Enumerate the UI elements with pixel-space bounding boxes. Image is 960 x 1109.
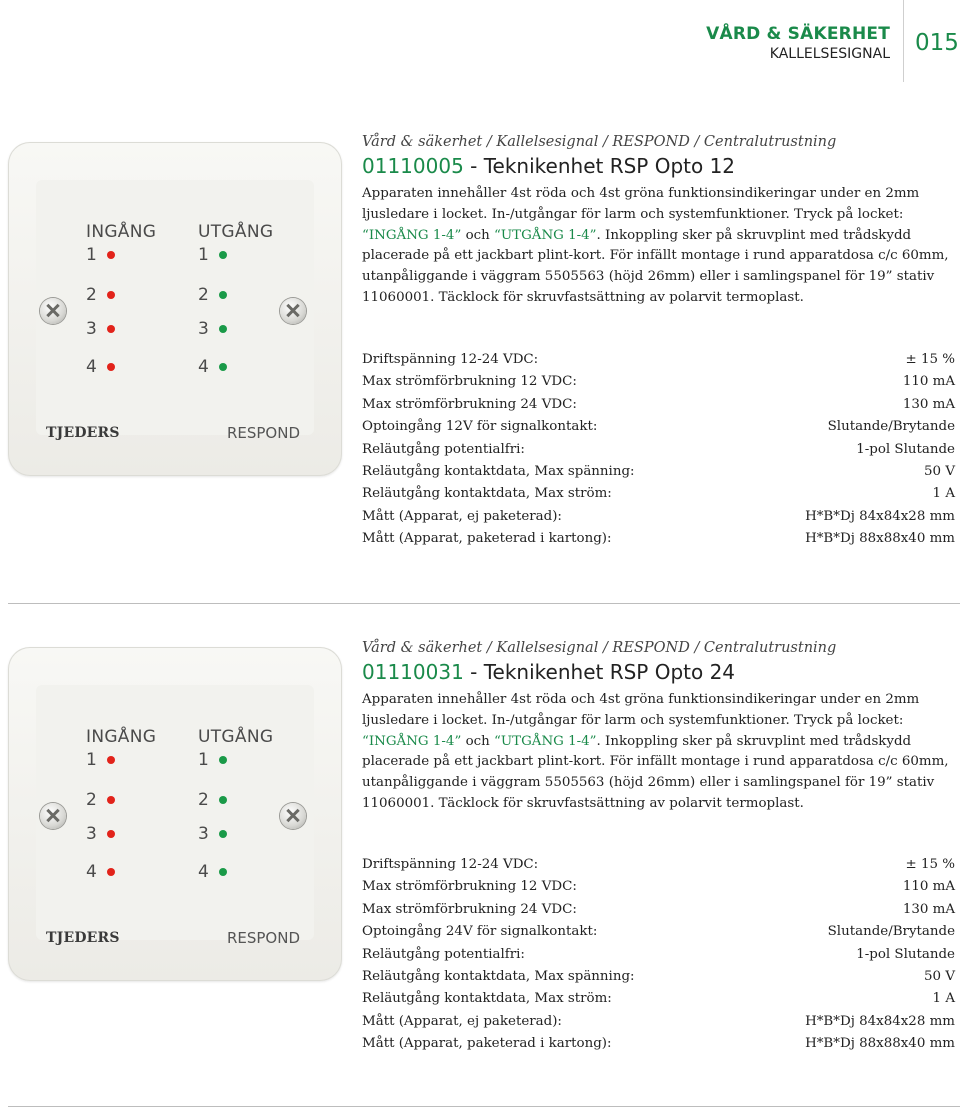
input-number: 2 <box>86 790 97 810</box>
screw-icon <box>280 298 306 324</box>
spec-row <box>362 944 955 966</box>
input-number: 4 <box>86 357 97 377</box>
input-row <box>86 350 156 384</box>
product-code: 01110005 <box>362 154 464 178</box>
product-section <box>0 130 960 600</box>
brand-logo: TJEDERS <box>46 425 120 441</box>
product-info <box>362 640 954 815</box>
spec-label: Driftspänning 12-24 VDC: <box>362 857 539 872</box>
spec-row <box>362 349 955 371</box>
spec-row <box>362 439 955 461</box>
green-led-icon <box>219 251 227 259</box>
brand-logo: TJEDERS <box>46 930 120 946</box>
red-led-icon <box>107 756 115 764</box>
input-column <box>86 222 156 384</box>
spec-value: 50 V <box>924 968 955 984</box>
section-divider <box>8 603 960 604</box>
spec-value: ± 15 % <box>905 857 955 872</box>
spec-value: ± 15 % <box>905 352 955 367</box>
output-number: 1 <box>198 750 209 770</box>
input-row <box>86 743 156 777</box>
output-number: 2 <box>198 285 209 305</box>
page-header <box>0 0 960 82</box>
spec-label: Optoingång 24V för signalkontakt: <box>362 924 598 940</box>
input-label: INGÅNG <box>86 222 157 242</box>
spec-row <box>362 988 955 1010</box>
spec-value: H*B*Dj 88x88x40 mm <box>805 531 955 547</box>
output-number: 4 <box>198 357 209 377</box>
input-row <box>86 238 156 272</box>
green-led-icon <box>219 363 227 371</box>
product-description <box>362 184 954 309</box>
spec-row <box>362 921 955 943</box>
spec-value: H*B*Dj 84x84x28 mm <box>805 1013 955 1029</box>
spec-value: Slutande/Brytande <box>827 924 955 940</box>
input-row <box>86 817 156 851</box>
output-row <box>198 855 273 889</box>
section-divider <box>8 1106 960 1107</box>
category-block <box>706 24 890 62</box>
spec-value: 1 A <box>932 486 955 502</box>
product-description <box>362 690 954 815</box>
input-number: 2 <box>86 285 97 305</box>
description-text: . Inkoppling sker på skruvplint med trådskydd placerade på ett jackbart plint-kort. För infällt montage i rund apparatdosa c/c 60mm, utanpåliggande i väggram 5505563 (höjd 26mm) eller i samlingspanel för 19” stativ 11060001. Täcklock för skruvfastsättning av polarvit termoplast. <box>362 227 949 305</box>
product-code: 01110031 <box>362 660 464 684</box>
green-led-icon <box>219 756 227 764</box>
output-column <box>198 727 273 889</box>
output-row <box>198 238 273 272</box>
product-title <box>362 660 954 684</box>
output-number: 3 <box>198 824 209 844</box>
green-led-icon <box>219 796 227 804</box>
red-led-icon <box>107 830 115 838</box>
red-led-icon <box>107 363 115 371</box>
spec-value: 110 mA <box>902 374 955 390</box>
input-row <box>86 312 156 346</box>
spec-value: 1-pol Slutande <box>856 946 955 962</box>
spec-label: Max strömförbrukning 24 VDC: <box>362 901 577 917</box>
model-label: RESPOND <box>226 424 300 442</box>
description-highlight: “UTGÅNG 1-4” <box>494 733 597 749</box>
output-row <box>198 743 273 777</box>
spec-label: Mått (Apparat, paketerad i kartong): <box>362 1036 612 1052</box>
category-title: VÅRD & SÄKERHET <box>706 24 890 44</box>
screw-icon <box>40 803 66 829</box>
product-name: - Teknikenhet RSP Opto 24 <box>463 660 736 684</box>
input-label: INGÅNG <box>86 727 157 747</box>
description-text: Apparaten innehåller 4st röda och 4st gröna funktionsindikeringar under en 2mm ljusledare i locket. In-/utgångar för larm och systemfunktioner. Tryck på locket: <box>362 186 920 222</box>
output-row <box>198 817 273 851</box>
spec-table <box>362 854 955 1056</box>
screw-icon <box>40 298 66 324</box>
input-number: 3 <box>86 319 97 339</box>
spec-label: Reläutgång potentialfri: <box>362 946 525 962</box>
spec-row <box>362 506 955 528</box>
spec-label: Reläutgång kontaktdata, Max spänning: <box>362 968 635 984</box>
spec-row <box>362 461 955 483</box>
spec-row <box>362 416 955 438</box>
spec-row <box>362 1033 955 1055</box>
screw-icon <box>280 803 306 829</box>
spec-value: 130 mA <box>902 901 955 917</box>
description-highlight: “INGÅNG 1-4” <box>362 733 462 749</box>
spec-label: Max strömförbrukning 12 VDC: <box>362 879 577 895</box>
output-number: 4 <box>198 862 209 882</box>
input-row <box>86 278 156 312</box>
product-image-device <box>8 142 342 476</box>
output-column <box>198 222 273 384</box>
red-led-icon <box>107 251 115 259</box>
output-row <box>198 350 273 384</box>
description-text: Apparaten innehåller 4st röda och 4st gröna funktionsindikeringar under en 2mm ljusledare i locket. In-/utgångar för larm och systemfunktioner. Tryck på locket: <box>362 692 920 728</box>
spec-row <box>362 371 955 393</box>
spec-label: Reläutgång kontaktdata, Max spänning: <box>362 463 635 479</box>
output-label: UTGÅNG <box>198 727 274 747</box>
spec-label: Mått (Apparat, ej paketerad): <box>362 508 562 524</box>
output-row <box>198 312 273 346</box>
spec-label: Reläutgång potentialfri: <box>362 441 525 457</box>
output-number: 2 <box>198 790 209 810</box>
red-led-icon <box>107 291 115 299</box>
spec-value: H*B*Dj 88x88x40 mm <box>805 1036 955 1052</box>
input-number: 3 <box>86 824 97 844</box>
spec-row <box>362 528 955 550</box>
description-highlight: “UTGÅNG 1-4” <box>494 227 597 243</box>
spec-value: H*B*Dj 84x84x28 mm <box>805 508 955 524</box>
red-led-icon <box>107 868 115 876</box>
breadcrumb: Vård & säkerhet / Kallelsesignal / RESPOND / Centralutrustning <box>362 134 837 150</box>
subcategory-title: KALLELSESIGNAL <box>769 46 890 62</box>
description-highlight: “INGÅNG 1-4” <box>362 227 462 243</box>
output-number: 1 <box>198 245 209 265</box>
spec-row <box>362 1011 955 1033</box>
input-number: 1 <box>86 245 97 265</box>
input-column <box>86 727 156 889</box>
input-number: 1 <box>86 750 97 770</box>
input-row <box>86 855 156 889</box>
green-led-icon <box>219 325 227 333</box>
spec-label: Driftspänning 12-24 VDC: <box>362 352 539 367</box>
spec-value: 1 A <box>932 991 955 1007</box>
spec-row <box>362 854 955 876</box>
spec-row <box>362 394 955 416</box>
model-label: RESPOND <box>226 929 300 947</box>
spec-value: Slutande/Brytande <box>827 419 955 435</box>
spec-row <box>362 876 955 898</box>
spec-table <box>362 349 955 551</box>
spec-value: 110 mA <box>902 879 955 895</box>
output-row <box>198 783 273 817</box>
red-led-icon <box>107 325 115 333</box>
input-number: 4 <box>86 862 97 882</box>
product-name: - Teknikenhet RSP Opto 12 <box>463 154 736 178</box>
description-text: och <box>461 733 495 749</box>
description-text: . Inkoppling sker på skruvplint med trådskydd placerade på ett jackbart plint-kort. För infällt montage i rund apparatdosa c/c 60mm, utanpåliggande i väggram 5505563 (höjd 26mm) eller i samlingspanel för 19” stativ 11060001. Täcklock för skruvfastsättning av polarvit termoplast. <box>362 733 949 811</box>
output-number: 3 <box>198 319 209 339</box>
spec-label: Optoingång 12V för signalkontakt: <box>362 419 598 435</box>
breadcrumb: Vård & säkerhet / Kallelsesignal / RESPOND / Centralutrustning <box>362 640 837 656</box>
spec-label: Max strömförbrukning 24 VDC: <box>362 396 577 412</box>
spec-row <box>362 899 955 921</box>
page-number: 015 <box>915 30 959 56</box>
spec-value: 50 V <box>924 463 955 479</box>
spec-label: Mått (Apparat, ej paketerad): <box>362 1013 562 1029</box>
red-led-icon <box>107 796 115 804</box>
spec-value: 1-pol Slutande <box>856 441 955 457</box>
spec-label: Max strömförbrukning 12 VDC: <box>362 374 577 390</box>
product-title <box>362 154 954 178</box>
product-section <box>0 636 960 1106</box>
green-led-icon <box>219 868 227 876</box>
spec-row <box>362 483 955 505</box>
spec-label: Reläutgång kontaktdata, Max ström: <box>362 486 612 502</box>
spec-label: Reläutgång kontaktdata, Max ström: <box>362 991 612 1007</box>
input-row <box>86 783 156 817</box>
spec-label: Mått (Apparat, paketerad i kartong): <box>362 531 612 547</box>
spec-row <box>362 966 955 988</box>
header-divider <box>903 0 904 82</box>
product-image-device <box>8 647 342 981</box>
description-text: och <box>461 227 495 243</box>
product-info <box>362 134 954 309</box>
output-label: UTGÅNG <box>198 222 274 242</box>
green-led-icon <box>219 830 227 838</box>
output-row <box>198 278 273 312</box>
spec-value: 130 mA <box>902 396 955 412</box>
green-led-icon <box>219 291 227 299</box>
